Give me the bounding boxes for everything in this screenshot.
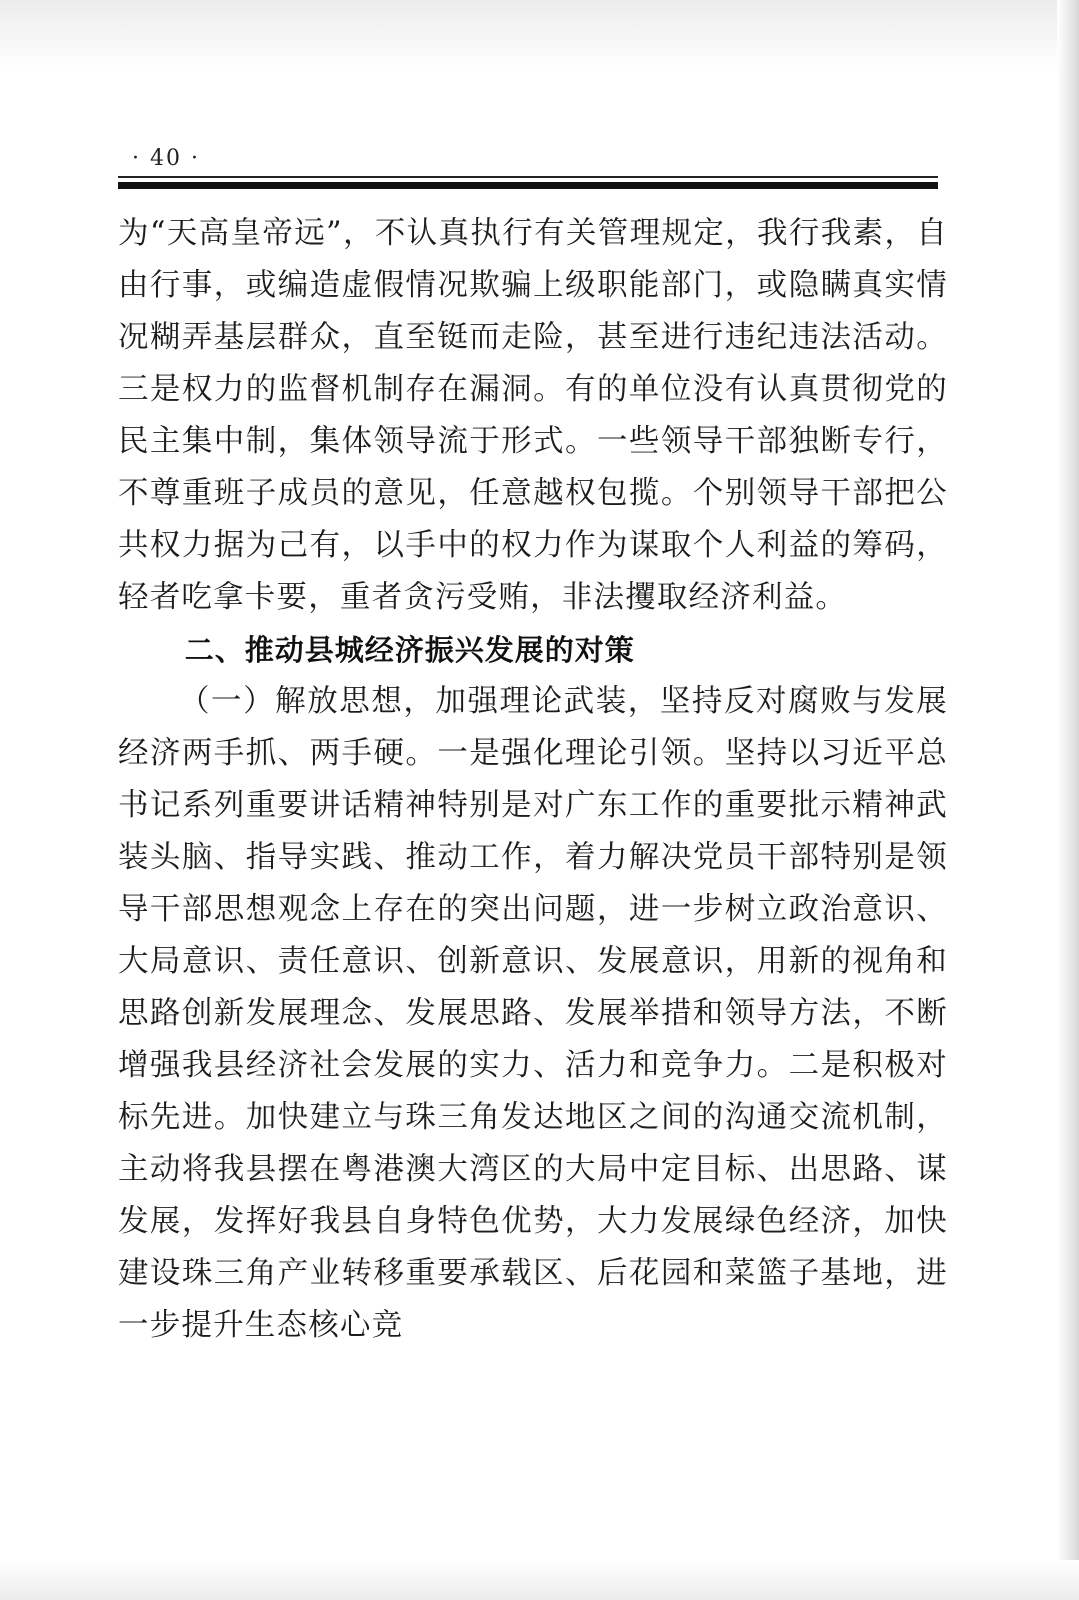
page-body bbox=[118, 208, 948, 1352]
header-rule-thin bbox=[118, 176, 938, 178]
paragraph-subsection-one: （一）解放思想，加强理论武装，坚持反对腐败与发展经济两手抓、两手硬。一是强化理论引领。坚持以习近平总书记系列重要讲话精神特别是对广东工作的重要批示精神武装头脑、指导实践、推动工作，着力解决党员干部特别是领导干部思想观念上存在的突出问题，进一步树立政治意识、大局意识、责任意识、创新意识、发展意识，用新的视角和思路创新发展理念、发展思路、发展举措和领导方法，不断增强我县经济社会发展的实力、活力和竞争力。二是积极对标先进。加快建立与珠三角发达地区之间的沟通交流机制，主动将我县摆在粤港澳大湾区的大局中定目标、出思路、谋发展，发挥好我县自身特色优势，大力发展绿色经济，加快建设珠三角产业转移重要承载区、后花园和菜篮子基地，进一步提升生态核心竞 bbox=[118, 684, 948, 1343]
section-heading: 二、推动县城经济振兴发展的对策 bbox=[184, 633, 635, 667]
page-header bbox=[118, 140, 938, 196]
scan-edge-bottom bbox=[0, 1560, 1079, 1600]
scan-edge-right bbox=[1057, 0, 1079, 1600]
page-number: · 40 · bbox=[132, 146, 200, 171]
paragraph-continuation: 为“天高皇帝远”，不认真执行有关管理规定，我行我素，自由行事，或编造虚假情况欺骗上级职能部门，或隐瞒真实情况糊弄基层群众，直至铤而走险，甚至进行违纪违法活动。三是权力的监督机制存在漏洞。有的单位没有认真贯彻党的民主集中制，集体领导流于形式。一些领导干部独断专行，不尊重班子成员的意见，任意越权包揽。个别领导干部把公共权力据为己有，以手中的权力作为谋取个人利益的筹码，轻者吃拿卡要，重者贪污受贿，非法攫取经济利益。 bbox=[118, 216, 948, 615]
scan-edge-top bbox=[0, 0, 1079, 70]
header-rule-thick bbox=[118, 182, 938, 189]
